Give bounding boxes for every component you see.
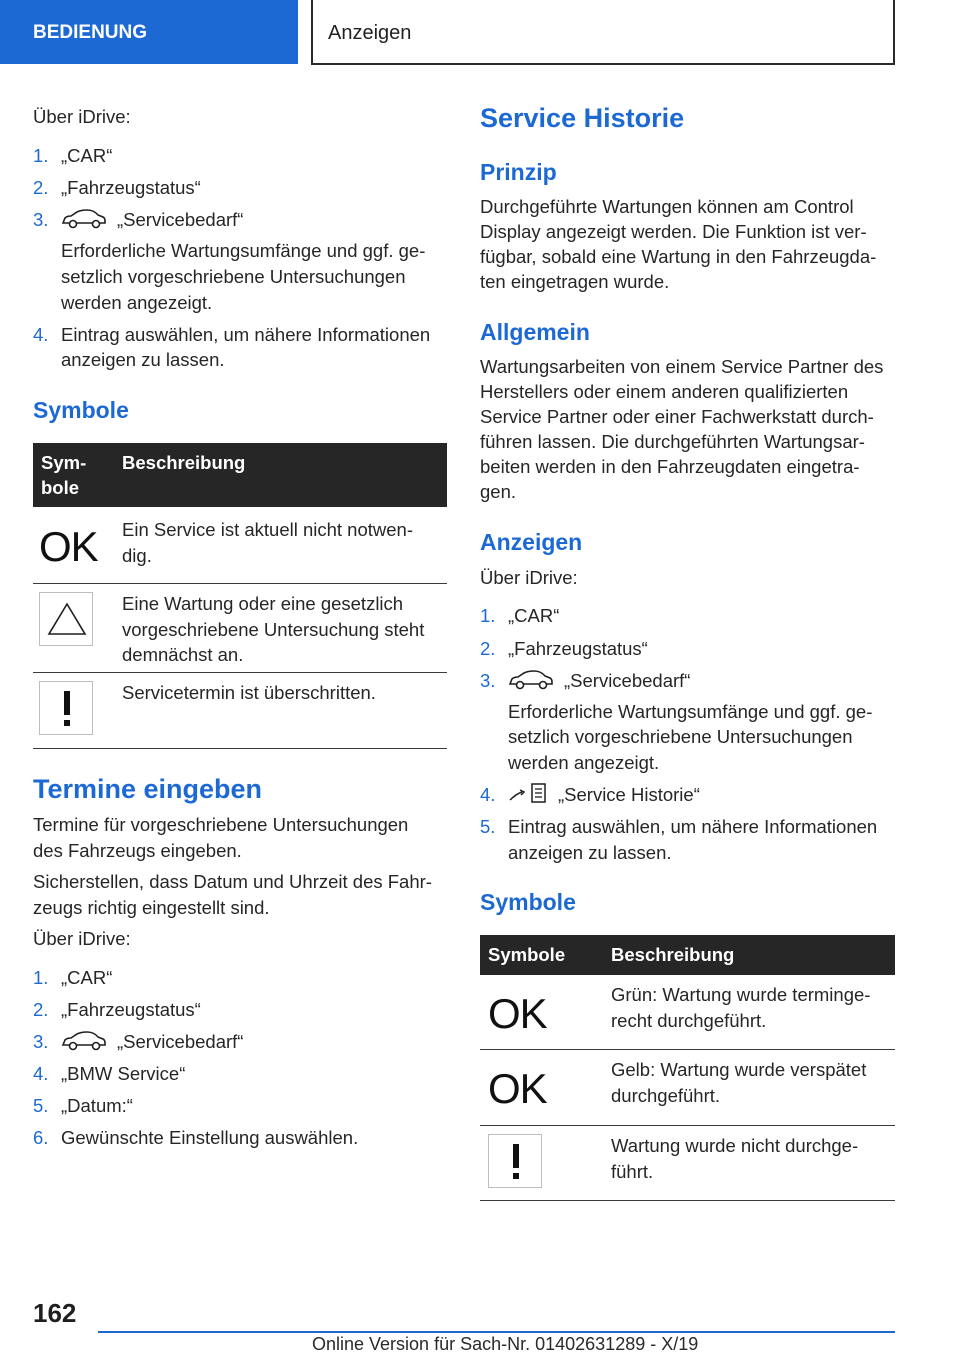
- prinzip-heading: Prinzip: [480, 159, 557, 185]
- paragraph-line: Sicherstellen, dass Datum und Uhrzeit des Fahr-: [33, 871, 432, 892]
- list-text: „CAR“: [508, 605, 560, 626]
- list-number: 1.: [33, 145, 49, 166]
- ok-symbol-yellow: OK: [488, 1065, 547, 1112]
- header-cell-symbol: Symbole: [488, 944, 566, 965]
- row-description: Wartung wurde nicht durchge- führt.: [611, 1135, 859, 1182]
- list-text-with-icon: [61, 207, 243, 233]
- step-detail-line: setzlich vorgeschriebene Untersuchungen: [61, 266, 406, 287]
- list-number: 1.: [480, 605, 496, 626]
- paragraph-line: Service Partner oder einer Fachwerkstatt durch-: [480, 406, 874, 427]
- list-text: „Fahrzeugstatus“: [61, 177, 201, 198]
- row-divider: [480, 1049, 895, 1050]
- chapter-tab[interactable]: BEDIENUNG: [0, 0, 298, 64]
- list-text-with-icon: „Servicebedarf“: [508, 668, 690, 694]
- list-number: 6.: [33, 1127, 49, 1148]
- car-icon: [508, 670, 554, 690]
- row-description: Grün: Wartung wurde terminge- recht durchgeführt.: [611, 984, 871, 1031]
- list-number: 4.: [33, 324, 49, 345]
- list-text: „Datum:“: [61, 1095, 133, 1116]
- warning-triangle-icon: [39, 592, 93, 646]
- list-number: 1.: [33, 967, 49, 988]
- list-text-with-icon: „Servicebedarf“: [61, 1029, 243, 1055]
- car-icon: [61, 209, 107, 229]
- list-number: 2.: [480, 638, 496, 659]
- allgemein-heading: Allgemein: [480, 319, 590, 345]
- list-number: 2.: [33, 177, 49, 198]
- ok-symbol-green: OK: [488, 990, 547, 1037]
- paragraph-line: gen.: [480, 481, 517, 502]
- anzeigen-heading: Anzeigen: [480, 529, 583, 555]
- intro-text: Über iDrive:: [33, 928, 131, 949]
- list-number: 5.: [480, 816, 496, 837]
- list-number: 5.: [33, 1095, 49, 1116]
- exclamation-icon: [488, 1134, 542, 1188]
- row-description: Servicetermin ist überschritten.: [122, 682, 376, 703]
- row-description: Ein Service ist aktuell nicht notwen- dig.: [122, 519, 413, 566]
- paragraph-line: zeugs richtig eingestellt sind.: [33, 897, 270, 918]
- list-text: „BMW Service“: [61, 1063, 186, 1084]
- paragraph-line: Wartungsarbeiten von einem Service Partner des: [480, 356, 884, 377]
- intro-text: Über iDrive:: [480, 567, 578, 588]
- row-description: Gelb: Wartung wurde verspätet durchgeführt.: [611, 1059, 867, 1106]
- list-text-cont: anzeigen zu lassen.: [61, 349, 225, 370]
- list-text-cont: anzeigen zu lassen.: [508, 842, 672, 863]
- list-number: 3.: [33, 1031, 49, 1052]
- list-text: Gewünschte Einstellung auswählen.: [61, 1127, 359, 1148]
- header-cell-description: Beschreibung: [611, 944, 735, 965]
- row-divider: [33, 672, 447, 673]
- paragraph-line: Durchgeführte Wartungen können am Control: [480, 196, 854, 217]
- header-cell-description: Beschreibung: [122, 452, 246, 473]
- paragraph-line: Herstellers oder einem anderen qualifizierten: [480, 381, 849, 402]
- step-detail-line: Erforderliche Wartungsumfänge und ggf. ge-: [61, 240, 426, 261]
- list-number: 3.: [480, 670, 496, 691]
- list-number: 4.: [33, 1063, 49, 1084]
- intro-text: Über iDrive:: [33, 106, 131, 127]
- car-icon: [61, 1031, 107, 1051]
- paragraph-line: führen lassen. Die durchgeführten Wartungsar-: [480, 431, 865, 452]
- paragraph-line: fügbar, sobald eine Wartung in den Fahrzeugda-: [480, 246, 877, 267]
- list-text: „CAR“: [61, 145, 113, 166]
- list-text: Eintrag auswählen, um nähere Informationen: [508, 816, 878, 837]
- service-history-icon: [508, 782, 548, 804]
- paragraph-line: Display angezeigt werden. Die Funktion ist ver-: [480, 221, 867, 242]
- list-text: „Fahrzeugstatus“: [508, 638, 648, 659]
- row-divider: [480, 1125, 895, 1126]
- list-text: Eintrag auswählen, um nähere Informationen: [61, 324, 431, 345]
- row-divider: [480, 1200, 895, 1201]
- paragraph-line: ten eingetragen wurde.: [480, 271, 670, 292]
- step-detail-line: Erforderliche Wartungsumfänge und ggf. ge-: [508, 701, 873, 722]
- header-cell-symbol: Sym- bole: [41, 452, 87, 498]
- table-header: [480, 935, 895, 975]
- step-detail-line: werden angezeigt.: [61, 292, 213, 313]
- row-divider: [33, 583, 447, 584]
- list-text: „Servicebedarf“: [117, 209, 244, 230]
- step-detail-line: setzlich vorgeschriebene Untersuchungen: [508, 726, 853, 747]
- row-description: Eine Wartung oder eine gesetzlich vorgeschriebene Untersuchung steht demnächst an.: [122, 593, 425, 665]
- section-title: Anzeigen: [311, 0, 895, 65]
- list-text: „CAR“: [61, 967, 113, 988]
- footer-text: Online Version für Sach-Nr. 01402631289 - X/19: [312, 1334, 699, 1354]
- step-detail-line: werden angezeigt.: [508, 752, 660, 773]
- symbols-heading: Symbole: [480, 889, 576, 915]
- list-text: „Fahrzeugstatus“: [61, 999, 201, 1020]
- page-number: 162: [33, 1298, 77, 1328]
- paragraph-line: des Fahrzeugs eingeben.: [33, 840, 242, 861]
- exclamation-icon: [39, 681, 93, 735]
- list-number: 2.: [33, 999, 49, 1020]
- termine-heading: Termine eingeben: [33, 774, 263, 804]
- list-text-with-icon: „Service Historie“: [508, 782, 700, 808]
- paragraph-line: beiten werden in den Fahrzeugdaten eingetra-: [480, 456, 860, 477]
- page-title: Service Historie: [480, 103, 685, 133]
- symbols-heading: Symbole: [33, 397, 129, 423]
- footer-divider: [98, 1331, 895, 1333]
- ok-symbol: OK: [39, 523, 98, 570]
- paragraph-line: Termine für vorgeschriebene Untersuchungen: [33, 814, 409, 835]
- list-number: 4.: [480, 784, 496, 805]
- table-header: [33, 443, 447, 507]
- row-divider: [33, 748, 447, 749]
- list-number: 3.: [33, 209, 49, 230]
